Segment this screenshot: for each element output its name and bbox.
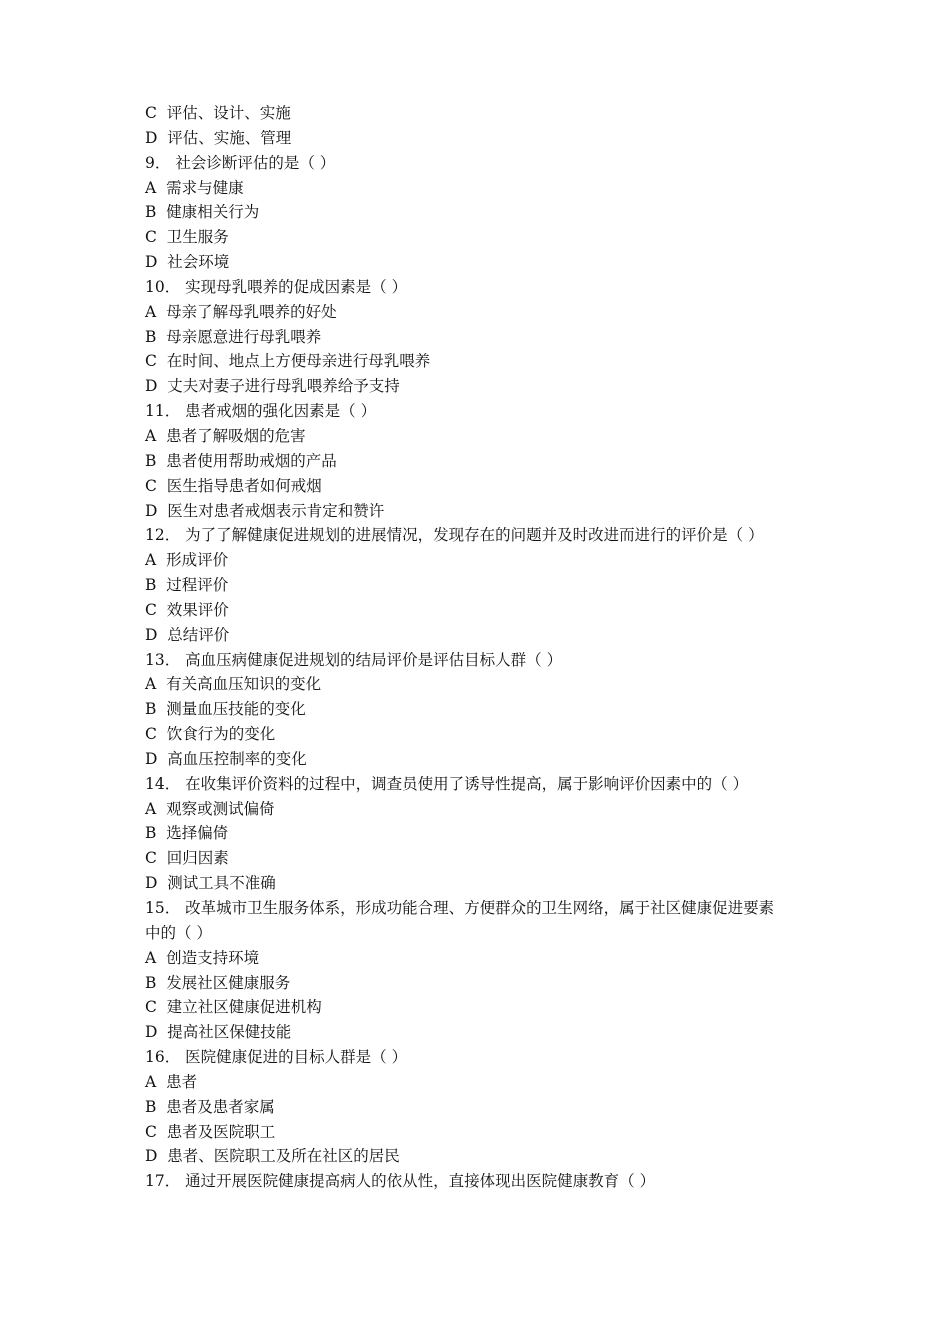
option-line: B 患者使用帮助戒烟的产品 (145, 451, 337, 470)
question-stem: 11． 患者戒烟的强化因素是（ ） (145, 402, 377, 421)
question-list (145, 101, 825, 1194)
option-line: A 观察或测试偏倚 (145, 799, 275, 818)
question-stem: 12． 为了了解健康促进规划的进展情况，发现存在的问题并及时改进而进行的评价是（ ） (145, 526, 764, 545)
option-line: C 饮食行为的变化 (145, 725, 276, 744)
question-stem: 9． 社会诊断评估的是（ ） (145, 153, 336, 172)
option-line: B 健康相关行为 (145, 203, 260, 222)
option-line: A 需求与健康 (145, 178, 244, 197)
question-stem: 16． 医院健康促进的目标人群是（ ） (145, 1048, 408, 1067)
option-line: C 医生指导患者如何戒烟 (145, 476, 322, 495)
option-line: A 有关高血压知识的变化 (145, 675, 322, 694)
option-line: B 母亲愿意进行母乳喂养 (145, 327, 322, 346)
option-line: B 过程评价 (145, 576, 229, 595)
option-line: A 母亲了解母乳喂养的好处 (145, 302, 337, 321)
option-line: D 患者、医院职工及所在社区的居民 (145, 1147, 400, 1166)
question-stem: 14． 在收集评价资料的过程中，调查员使用了诱导性提高，属于影响评价因素中的（ ） (145, 774, 749, 793)
option-line: C 卫生服务 (145, 228, 229, 247)
option-line: A 形成评价 (145, 551, 229, 570)
question-stem-continuation: 中的（ ） (145, 923, 212, 942)
option-line: D 评估、实施、管理 (145, 128, 292, 147)
option-line: B 发展社区健康服务 (145, 973, 291, 992)
option-line: A 患者了解吸烟的危害 (145, 426, 306, 445)
option-line: B 测量血压技能的变化 (145, 700, 306, 719)
option-line: B 选择偏倚 (145, 824, 229, 843)
option-line: C 评估、设计、实施 (145, 104, 291, 122)
option-line: D 社会环境 (145, 253, 230, 272)
option-line: A 患者 (145, 1072, 198, 1091)
option-line: C 在时间、地点上方便母亲进行母乳喂养 (145, 352, 431, 371)
option-line: C 患者及医院职工 (145, 1122, 276, 1141)
option-line: B 患者及患者家属 (145, 1097, 275, 1116)
question-stem: 17． 通过开展医院健康提高病人的依从性，直接体现出医院健康教育（ ） (145, 1172, 656, 1191)
option-line: C 建立社区健康促进机构 (145, 998, 322, 1017)
option-line: C 效果评价 (145, 600, 229, 619)
option-line: D 高血压控制率的变化 (145, 749, 307, 768)
question-stem: 13． 高血压病健康促进规划的结局评价是评估目标人群（ ） (145, 650, 563, 669)
option-line: D 测试工具不准确 (145, 874, 276, 893)
option-line: D 丈夫对妻子进行母乳喂养给予支持 (145, 377, 400, 396)
question-stem: 15． 改革城市卫生服务体系，形成功能合理、方便群众的卫生网络，属于社区健康促进要素 (145, 899, 775, 917)
option-line: C 回归因素 (145, 849, 229, 868)
option-line: A 创造支持环境 (145, 948, 260, 967)
option-line: D 提高社区保健技能 (145, 1023, 292, 1042)
option-line: D 总结评价 (145, 625, 230, 644)
question-stem: 10． 实现母乳喂养的促成因素是（ ） (145, 277, 408, 296)
option-line: D 医生对患者戒烟表示肯定和赞许 (145, 501, 385, 520)
